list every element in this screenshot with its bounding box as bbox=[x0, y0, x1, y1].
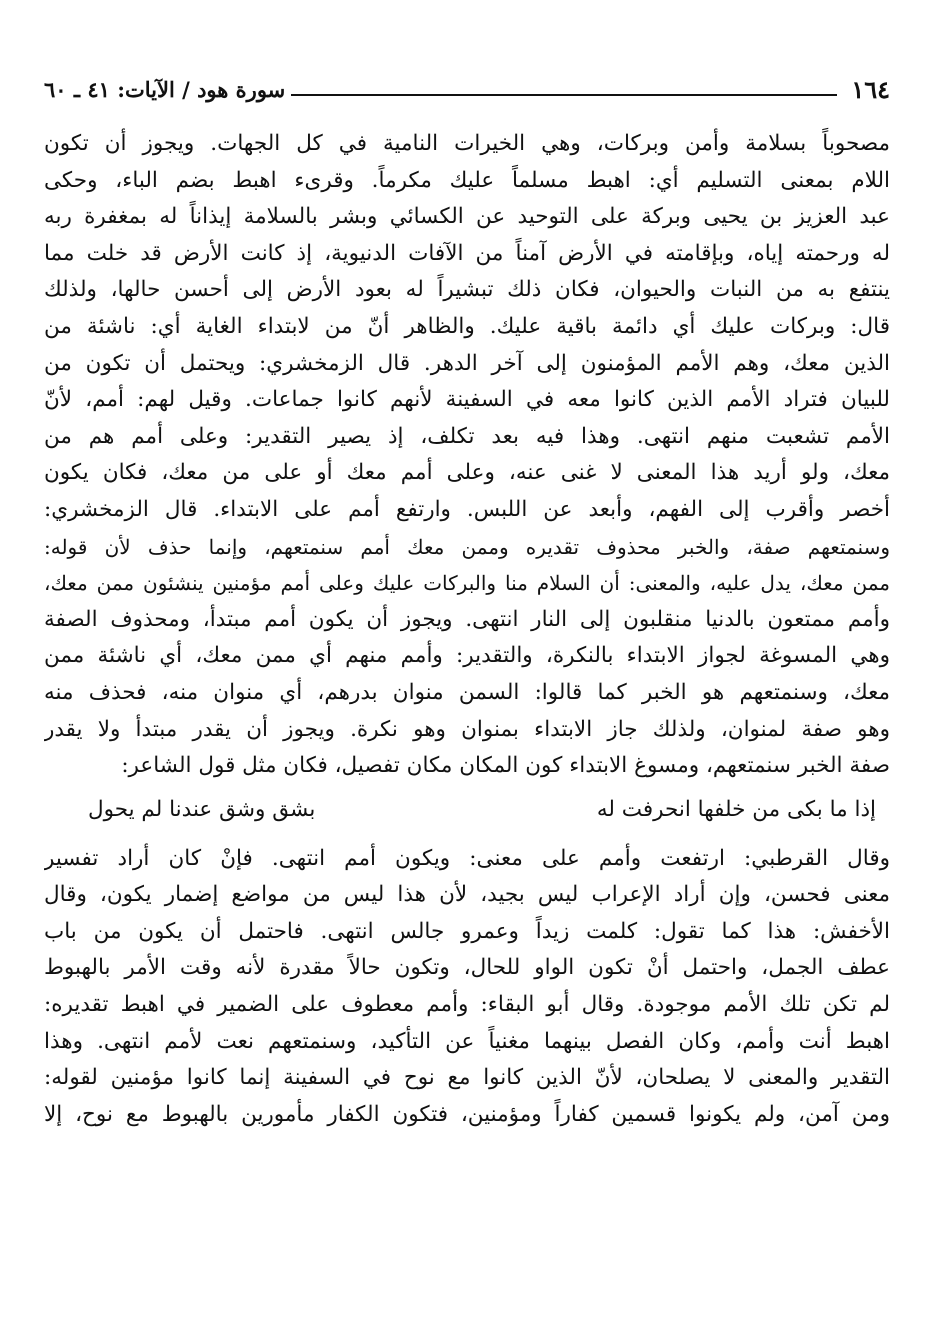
text-line: لم تكن تلك الأمم موجودة. وقال أبو البقاء: وأمم معطوف على الضمير في اهبط تقديره: bbox=[44, 992, 890, 1018]
text-line: صفة الخبر سنمتعهم، ومسوغ الابتداء كون المكان مكان تفصيل، فكان مثل قول الشاعر: bbox=[121, 753, 890, 779]
text-line: معك، وسنمتعهم هو الخبر كما قالوا: السمن منوان بدرهم، أي منوان منه، فحذف منه bbox=[44, 679, 890, 705]
page-body bbox=[44, 126, 890, 1133]
text-line: معك، ولو أريد هذا المعنى لا غنى عنه، وعلى أمم معك أو على من معك، فكان يكون bbox=[44, 460, 890, 486]
page-number: ١٦٤ bbox=[851, 74, 890, 104]
text-line: عطف الجمل، واحتمل أنْ تكون الواو للحال، وتكون حالاً مقدرة لأنه وقت الأمر بالهبوط bbox=[44, 955, 890, 981]
section-title: سورة هود / الآيات: ٤١ ـ ٦٠ bbox=[44, 76, 286, 102]
text-line: الذين معك، وهم الأمم المؤمنون إلى آخر الدهر. قال الزمخشري: ويحتمل أن تكون من bbox=[44, 350, 890, 376]
text-line: اللام بمعنى التسليم أي: اهبط مسلماً عليك مكرماً. وقرىء اهبط بضم الباء، وحكى bbox=[44, 167, 890, 193]
text-line: الأخفش: هذا كما تقول: كلمت زيداً وعمرو جالس انتهى. فاحتمل أن يكون من باب bbox=[44, 918, 890, 944]
running-header bbox=[44, 70, 890, 108]
text-line: ينتفع به من النبات والحيوان، فكان ذلك تبشيراً له بعود الأرض إلى أحسن حالها، ولذلك bbox=[44, 277, 890, 303]
text-line: وقال القرطبي: ارتفعت وأمم على معنى: ويكون أمم انتهى. فإنْ كان أراد تفسير bbox=[44, 845, 890, 871]
verse-first-hemistich: إذا ما بكى من خلفها انحرفت له bbox=[596, 796, 876, 822]
text-line: قال: وبركات عليك أي دائمة باقية عليك. والظاهر أنّ من لابتداء الغاية أي: ناشئة من bbox=[44, 313, 890, 339]
text-line: وهي المسوغة لجواز الابتداء بالنكرة، والتقدير: وأمم منهم أي ممن معك، أي ناشئة ممن bbox=[44, 643, 890, 669]
text-line: للبيان فتراد الأمم الذين كانوا معه في السفينة لأنهم كانوا جماعات. وقيل لهم: أمم، لأنّ bbox=[44, 387, 890, 413]
text-line: وهو صفة لمنوان، ولذلك جاز الابتداء بمنوان وهو نكرة. ويجوز أن يقدر مبتدأ ولا يقدر bbox=[44, 716, 890, 742]
quoted-text-line: ممن معك، يدل عليه، والمعنى: أن السلام منا والبركات عليك وعلى أمم مؤمنين ينشئون ممن معك، bbox=[44, 571, 890, 596]
book-page bbox=[44, 60, 890, 1290]
text-line: مصحوباً بسلامة وأمن وبركات، وهي الخيرات النامية في كل الجهات. ويجوز أن تكون bbox=[44, 131, 890, 156]
text-line: أخصر وأقرب إلى الفهم، وأبعد عن اللبس. وارتفع أمم على الابتداء. قال الزمخشري: bbox=[44, 496, 890, 522]
text-line: التقدير والمعنى لا يصلحان، لأنّ الذين كانوا مع نوح في السفينة إنما كانوا مؤمنين لقوله: bbox=[44, 1065, 890, 1091]
header-rule bbox=[291, 94, 837, 96]
verse-second-hemistich: بشق وشق عندنا لم يحول bbox=[88, 796, 316, 822]
text-line: وأمم ممتعون بالدنيا منقلبون إلى النار انتهى. ويجوز أن يكون أمم مبتدأ، ومحذوف الصفة bbox=[44, 606, 890, 632]
text-line: اهبط أنت وأمم، وكان الفصل بينهما مغنياً عن التأكيد، وسنمتعهم نعت لأمم انتهى. وهذا bbox=[44, 1028, 890, 1054]
text-line: عبد العزيز بن يحيى وبركة على التوحيد عن الكسائي وبشر بالسلامة إيذاناً له بمغفرة ربه bbox=[44, 204, 890, 230]
text-line: ومن آمن، ولم يكونوا قسمين كفاراً ومؤمنين، فتكون الكفار مأمورين بالهبوط مع نوح، إلا bbox=[44, 1101, 890, 1127]
text-line: معنى فحسن، وإن أراد الإعراب ليس بجيد، لأن هذا ليس من مواضع إضمار يكون، وقال bbox=[44, 882, 890, 908]
text-line: له ورحمته إياه، وبإقامته في الأرض آمناً من الآفات الدنيوية، إذ كانت الأرض قد خلت مما bbox=[44, 240, 890, 266]
text-line: الأمم تشعبت منهم انتهى. وهذا فيه بعد تكلف، إذ يصير التقدير: وعلى أمم هم من bbox=[44, 423, 890, 449]
quoted-text-line: وسنمتعهم صفة، والخبر محذوف تقديره وممن معك أمم سنمتعهم، وإنما حذف لأن قوله: bbox=[44, 534, 890, 559]
poetry-verse bbox=[44, 787, 890, 833]
